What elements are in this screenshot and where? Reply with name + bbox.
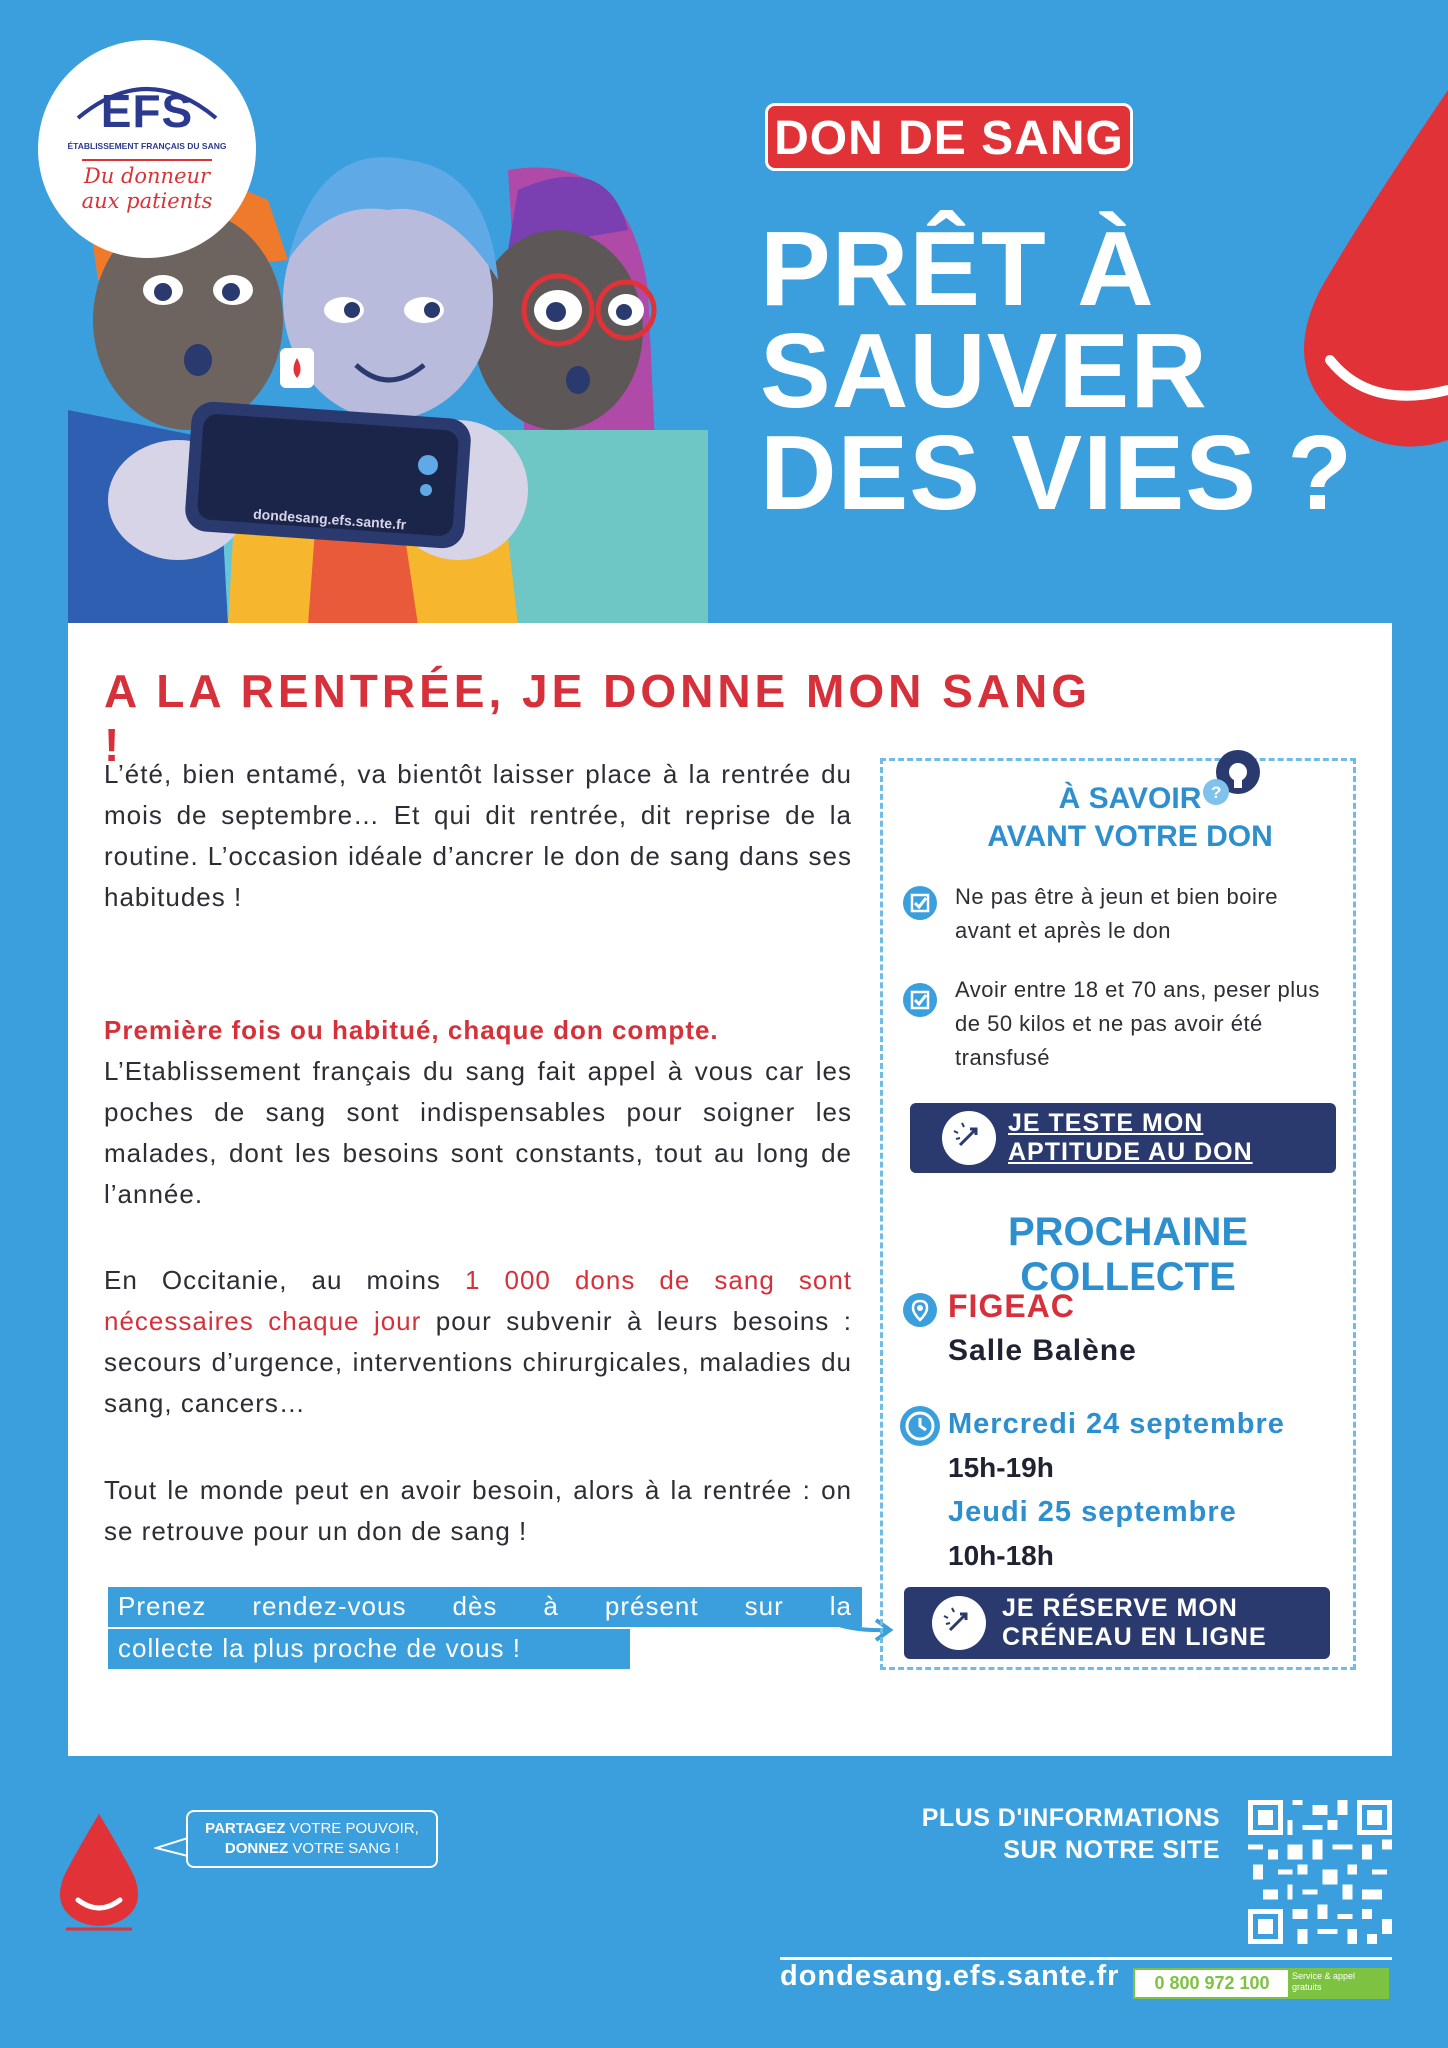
collecte-venue: Salle Balène (948, 1334, 1137, 1367)
test-aptitude-button[interactable] (910, 1103, 1336, 1173)
click-icon (932, 1596, 986, 1650)
reserve-slot-label: JE RÉSERVE MON CRÉNEAU EN LIGNE (1002, 1594, 1267, 1651)
appointment-cta-line-1: Prenez rendez-vous dès à présent sur la (108, 1587, 862, 1627)
share-slogan-bubble (186, 1810, 438, 1868)
speech-bubble-tail (154, 1836, 188, 1860)
share-bold-2: DONNEZ (224, 1840, 289, 1857)
appeal-paragraph (104, 1010, 852, 1215)
clock-icon (900, 1406, 940, 1446)
a-savoir-title: À SAVOIR AVANT VOTRE DON (987, 782, 1273, 853)
collecte-city: FIGEAC (948, 1288, 1075, 1324)
collecte-hours-2: 10h-18h (948, 1540, 1054, 1571)
logo-tagline: Du donneur aux patients (81, 164, 213, 213)
svg-text:?: ? (1211, 783, 1222, 802)
blood-drop-icon (56, 1812, 142, 1932)
more-info-text: PLUS D'INFORMATIONS SUR NOTRE SITE (921, 1804, 1220, 1864)
share-rest-2: VOTRE SANG ! (288, 1840, 400, 1857)
closing-paragraph: Tout le monde peut en avoir besoin, alors à la rentrée : on se retrouve pour un don de sang ! (104, 1475, 852, 1546)
tip-item: Ne pas être à jeun et bien boire avant et après le don (955, 884, 1278, 943)
occitanie-highlight: 1 000 dons de sang sont nécessaires chaque jour (104, 1265, 853, 1336)
appeal-text: L’Etablissement français du sang fait appel à vous car les poches de sang sont indispensables pour soigner les malades, dont les besoins sont constants, tout au long de l’année. (104, 1056, 852, 1209)
efs-logo[interactable] (38, 40, 256, 258)
intro-paragraph: L’été, bien entamé, va bientôt laisser place à la rentrée du mois de septembre… Et qui dit rentrée, dit reprise de la routine. L’occasion idéale d’ancrer le don de sang dans ses habitudes ! (104, 759, 852, 912)
checkbox-icon (903, 983, 937, 1017)
logo-acronym: EFS (100, 85, 194, 137)
checkbox-icon (903, 886, 937, 920)
occitanie-text-start: En Occitanie, au moins (104, 1265, 465, 1295)
occitanie-text-end: pour subvenir à leurs besoins : secours d’urgence, interventions chirurgicales, maladies du sang, cancers… (104, 1306, 852, 1418)
collecte-day-1: Mercredi 24 septembre (948, 1408, 1285, 1440)
tip-item: Avoir entre 18 et 70 ans, peser plus de 50 kilos et ne pas avoir été transfusé (955, 977, 1320, 1070)
phone-screen-text: dondesang.efs.sante.fr (252, 505, 407, 533)
blood-drop-icon (1300, 90, 1448, 450)
phone-number[interactable]: 0 800 972 100 (1154, 1973, 1270, 1993)
test-aptitude-label: JE TESTE MON APTITUDE AU DON (1008, 1109, 1253, 1166)
main-headline: A LA RENTRÉE, JE DONNE MON SANG ! (104, 665, 1091, 771)
prochaine-collecte-title: PROCHAINE COLLECTE (1007, 1210, 1249, 1299)
occitanie-paragraph (104, 1260, 852, 1424)
share-bold-1: PARTAGEZ (205, 1820, 286, 1837)
location-pin-icon (903, 1293, 937, 1327)
phone-note: Service & appel gratuits (1288, 1968, 1389, 1999)
hero-title: PRÊT À SAUVER DES VIES ? (760, 210, 1354, 532)
logo-org-name: ÉTABLISSEMENT FRANÇAIS DU SANG (67, 141, 227, 151)
reserve-slot-button[interactable] (904, 1587, 1330, 1659)
website-link[interactable]: dondesang.efs.sante.fr (780, 1960, 1120, 1992)
don-de-sang-pill: DON DE SANG (765, 103, 1133, 171)
collecte-day-2: Jeudi 25 septembre (948, 1496, 1237, 1528)
qr-code[interactable] (1248, 1800, 1392, 1944)
appeal-lead: Première fois ou habitué, chaque don compte. (104, 1015, 719, 1045)
collecte-hours-1: 15h-19h (948, 1452, 1054, 1483)
share-rest-1: VOTRE POUVOIR, (285, 1820, 419, 1837)
appointment-cta-line-2: collecte la plus proche de vous ! (108, 1629, 630, 1669)
click-icon (942, 1111, 996, 1165)
